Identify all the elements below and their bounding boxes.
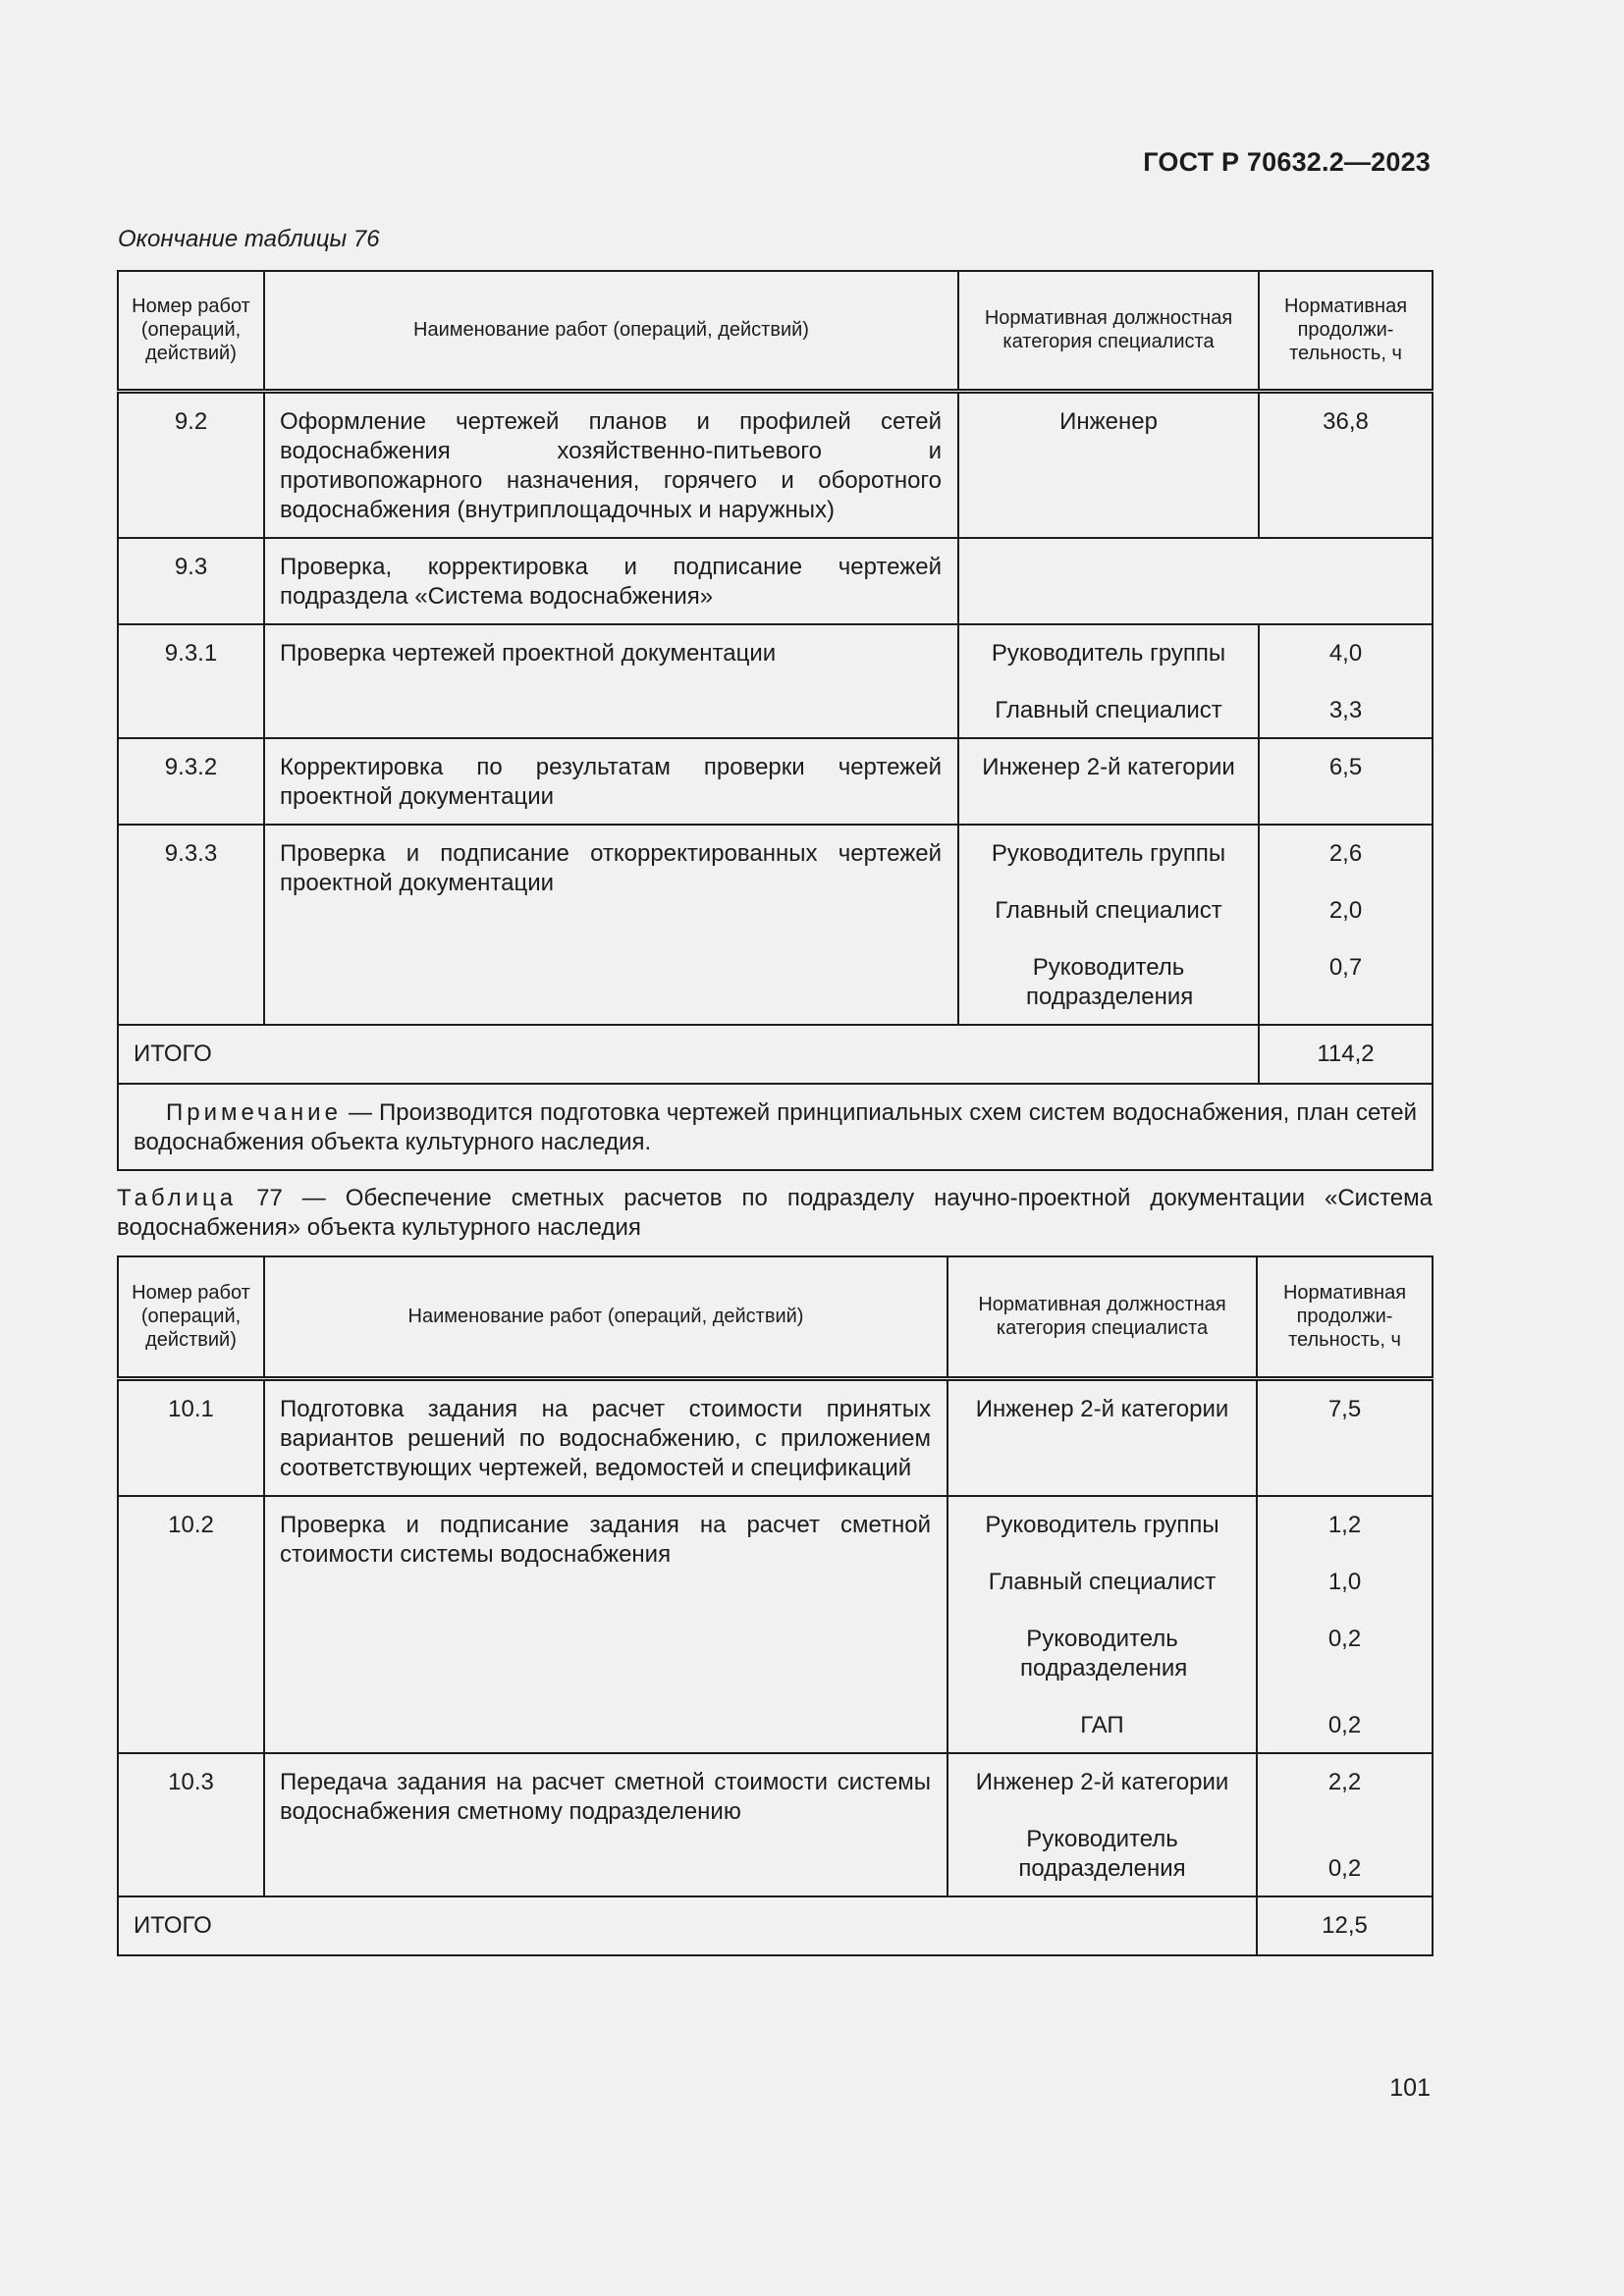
work-name: Подготовка задания на расчет стоимости принятых вариантов решений по водоснабжению, с приложением соответствующих чертежей, ведомостей и спецификаций	[264, 1378, 947, 1496]
total-value: 12,5	[1257, 1896, 1433, 1955]
table77-caption	[117, 1184, 1433, 1243]
page-number: 101	[1389, 2074, 1431, 2102]
table-row	[118, 1753, 1433, 1896]
hours-value: 0,2	[1327, 1711, 1362, 1738]
role-name: Руководитель группы	[991, 639, 1226, 667]
table-77	[117, 1255, 1434, 1956]
hours-cell	[1259, 825, 1433, 1025]
hours-cell	[1259, 391, 1433, 538]
role-cell	[958, 738, 1259, 825]
role-name: Инженер 2-й категории	[982, 753, 1235, 780]
total-row	[118, 1025, 1433, 1084]
work-name: Проверка чертежей проектной документации	[264, 624, 958, 738]
hours-cell	[1257, 1378, 1433, 1496]
column-header-duration: Нормативная продолжи-тельность, ч	[1259, 271, 1433, 391]
table-row	[118, 1496, 1433, 1753]
role-cell	[958, 624, 1259, 738]
hours-value: 3,3	[1328, 696, 1363, 723]
role-cell	[958, 391, 1259, 538]
table-row	[118, 391, 1433, 538]
column-header-name: Наименование работ (операций, действий)	[264, 271, 958, 391]
table-row	[118, 624, 1433, 738]
work-name: Проверка и подписание задания на расчет сметной стоимости системы водоснабжения	[264, 1496, 947, 1753]
total-label: ИТОГО	[118, 1896, 1257, 1955]
hours-value: 1,0	[1327, 1568, 1362, 1595]
hours-value: 2,0	[1328, 896, 1363, 924]
hours-value: 2,6	[1328, 839, 1363, 867]
hours-value: 1,2	[1327, 1511, 1362, 1538]
role-name: Главный специалист	[988, 1568, 1217, 1595]
work-name: Проверка, корректировка и подписание чертежей подраздела «Система водоснабжения»	[264, 538, 958, 624]
table77-caption-label: Таблица	[117, 1185, 238, 1211]
table-76	[117, 270, 1434, 1171]
table-row	[118, 538, 1433, 624]
document-code: ГОСТ Р 70632.2—2023	[1143, 147, 1431, 177]
role-name: Руководитель группы	[985, 1511, 1219, 1538]
role-name: Инженер 2-й категории	[975, 1395, 1229, 1422]
row-number: 9.2	[118, 391, 264, 538]
role-cell	[947, 1378, 1257, 1496]
hours-value: 0,7	[1328, 953, 1363, 981]
hours-value: 7,5	[1327, 1395, 1362, 1422]
work-name: Передача задания на расчет сметной стоимости системы водоснабжения сметному подразделению	[264, 1753, 947, 1896]
role-name: Главный специалист	[995, 896, 1222, 924]
hours-cell	[1259, 738, 1433, 825]
hours-value: 0,2	[1327, 1854, 1362, 1882]
column-header-name: Наименование работ (операций, действий)	[264, 1256, 947, 1378]
work-name: Оформление чертежей планов и профилей сетей водоснабжения хозяйственно-питьевого и противопожарного назначения, горячего и оборотного водоснабжения (внутриплощадочных и наружных)	[264, 391, 958, 538]
role-name: Руководитель подразделения	[1026, 953, 1194, 1010]
row-number: 9.3.3	[118, 825, 264, 1025]
role-name: Инженер 2-й категории	[975, 1768, 1229, 1795]
note-label: Примечание	[166, 1098, 342, 1126]
row-number: 10.3	[118, 1753, 264, 1896]
table-row	[118, 738, 1433, 825]
table-row	[118, 825, 1433, 1025]
note-row	[118, 1084, 1433, 1170]
role-cell	[947, 1496, 1257, 1753]
hours-value: 6,5	[1328, 753, 1363, 780]
role-name: Инженер	[1059, 407, 1158, 435]
table-note	[118, 1084, 1433, 1170]
empty-merged-cell	[958, 538, 1433, 624]
role-cell	[947, 1753, 1257, 1896]
role-name: ГАП	[1080, 1711, 1124, 1738]
row-number: 10.1	[118, 1378, 264, 1496]
work-name: Проверка и подписание откорректированных чертежей проектной документации	[264, 825, 958, 1025]
total-label: ИТОГО	[118, 1025, 1259, 1084]
hours-value: 0,2	[1327, 1625, 1362, 1652]
table76-continuation-caption: Окончание таблицы 76	[118, 226, 380, 252]
row-number: 9.3.2	[118, 738, 264, 825]
column-header-category: Нормативная должностная категория специалиста	[958, 271, 1259, 391]
hours-value: 4,0	[1328, 639, 1363, 667]
column-header-category: Нормативная должностная категория специалиста	[947, 1256, 1257, 1378]
hours-value: 2,2	[1327, 1768, 1362, 1795]
role-cell	[958, 825, 1259, 1025]
role-name: Руководитель группы	[991, 839, 1226, 867]
work-name: Корректировка по результатам проверки чертежей проектной документации	[264, 738, 958, 825]
hours-cell	[1259, 624, 1433, 738]
table77-caption-text: 77 — Обеспечение сметных расчетов по подразделу научно-проектной документации «Система водоснабжения» объекта культурного наследия	[117, 1185, 1433, 1241]
column-header-number: Номер работ (операций, действий)	[118, 1256, 264, 1378]
table-row	[118, 1378, 1433, 1496]
row-number: 9.3.1	[118, 624, 264, 738]
hours-cell	[1257, 1496, 1433, 1753]
hours-cell	[1257, 1753, 1433, 1896]
row-number: 9.3	[118, 538, 264, 624]
total-row	[118, 1896, 1433, 1955]
total-value: 114,2	[1259, 1025, 1433, 1084]
hours-value: 36,8	[1323, 407, 1369, 435]
role-name: Руководитель подразделения	[1018, 1825, 1186, 1882]
role-name: Руководитель подразделения	[1020, 1625, 1188, 1682]
column-header-duration: Нормативная продолжи-тельность, ч	[1257, 1256, 1433, 1378]
row-number: 10.2	[118, 1496, 264, 1753]
note-text: — Производится подготовка чертежей принципиальных схем систем водоснабжения, план сетей водоснабжения объекта культурного наследия.	[134, 1098, 1417, 1155]
column-header-number: Номер работ (операций, действий)	[118, 271, 264, 391]
role-name: Главный специалист	[995, 696, 1222, 723]
